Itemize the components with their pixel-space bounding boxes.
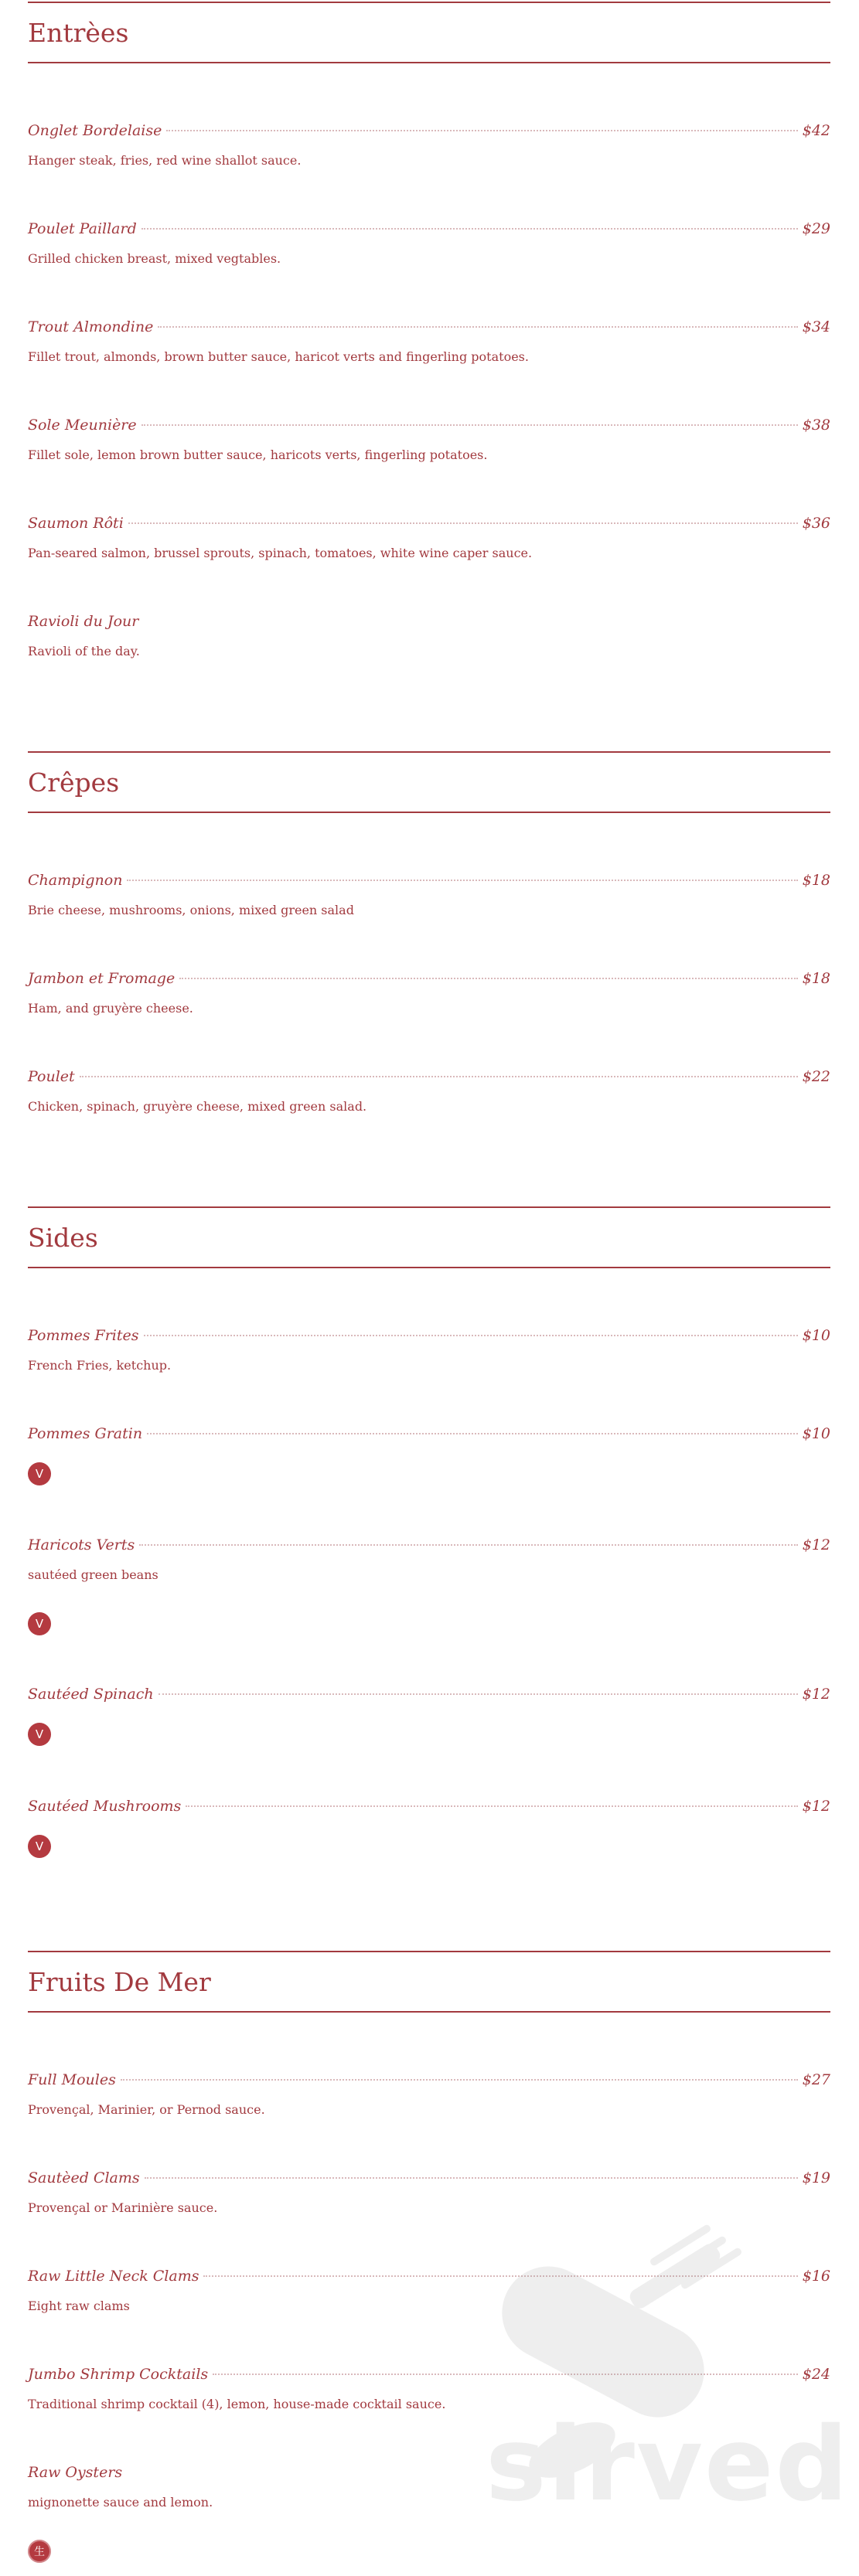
- item-description: Fillet trout, almonds, brown butter sauce, haricot verts and fingerling potatoes.: [28, 349, 529, 364]
- item-description: French Fries, ketchup.: [28, 1358, 172, 1373]
- item-name: Poulet: [28, 1068, 75, 1085]
- item-price: $42: [802, 122, 830, 139]
- section-header: [28, 753, 830, 813]
- item-name: Champignon: [28, 872, 123, 889]
- item-price: $29: [802, 220, 830, 237]
- dot-leader: [179, 978, 798, 979]
- dot-leader: [147, 1433, 798, 1434]
- section-sides: [28, 1206, 830, 1268]
- item-name: Ravioli du Jour: [28, 613, 139, 630]
- item-description: sautéed green beans: [28, 1567, 159, 1582]
- item-name: Jambon et Fromage: [28, 970, 176, 987]
- item-name: Jumbo Shrimp Cocktails: [28, 2366, 209, 2383]
- vegetarian-badge-icon: V: [28, 1462, 51, 1485]
- sirved-watermark: sirved: [486, 2405, 850, 2524]
- item-name: Haricots Verts: [28, 1536, 135, 1553]
- item-description: Provençal or Marinière sauce.: [28, 2200, 218, 2215]
- section-title: Fruits De Mer: [28, 1966, 211, 1997]
- item-price: $18: [802, 872, 830, 889]
- menu-item: [28, 2071, 830, 2117]
- vegetarian-badge-icon: V: [28, 1835, 51, 1858]
- item-name: Trout Almondine: [28, 318, 154, 335]
- dot-leader: [121, 2079, 798, 2081]
- item-price: $12: [802, 1536, 830, 1553]
- dot-leader: [128, 522, 798, 524]
- menu-item: [28, 1068, 830, 1114]
- item-description: Ravioli of the day.: [28, 644, 140, 658]
- item-description: Traditional shrimp cocktail (4), lemon, house-made cocktail sauce.: [28, 2397, 446, 2411]
- item-description: Provençal, Marinier, or Pernod sauce.: [28, 2102, 265, 2117]
- dot-leader: [141, 228, 798, 230]
- dot-leader: [139, 1544, 797, 1546]
- menu-item: [28, 318, 830, 364]
- item-price: $24: [802, 2366, 830, 2383]
- item-price: $27: [802, 2071, 830, 2088]
- section-entrees: [28, 2, 830, 63]
- menu-item: [28, 122, 830, 168]
- item-price: $36: [802, 515, 830, 532]
- menu-item: [28, 613, 830, 658]
- item-description: mignonette sauce and lemon.: [28, 2495, 213, 2510]
- item-description: Grilled chicken breast, mixed vegtables.: [28, 251, 281, 266]
- item-name: Raw Little Neck Clams: [28, 2268, 199, 2285]
- item-name: Sautèed Clams: [28, 2169, 140, 2186]
- dot-leader: [127, 880, 797, 881]
- section-crepes: [28, 751, 830, 813]
- item-description: Ham, and gruyère cheese.: [28, 1001, 193, 1016]
- item-name: Pommes Frites: [28, 1327, 139, 1344]
- menu-item: [28, 1798, 830, 1853]
- item-price: $12: [802, 1686, 830, 1703]
- item-price: $18: [802, 970, 830, 987]
- item-price: $34: [802, 318, 830, 335]
- item-name: Sautéed Mushrooms: [28, 1798, 182, 1815]
- item-name: Saumon Rôti: [28, 515, 124, 532]
- item-description: Pan-seared salmon, brussel sprouts, spinach, tomatoes, white wine caper sauce.: [28, 546, 533, 560]
- dot-leader: [158, 326, 797, 328]
- raw-badge-icon: 生: [28, 2540, 51, 2563]
- dot-leader: [186, 1805, 797, 1807]
- item-price: $12: [802, 1798, 830, 1815]
- dot-leader: [80, 1076, 798, 1077]
- dot-leader: [166, 130, 797, 131]
- section-header: [28, 1952, 830, 2013]
- vegetarian-badge-icon: V: [28, 1612, 51, 1635]
- menu-item: [28, 1536, 830, 1631]
- item-price: $19: [802, 2169, 830, 2186]
- item-description: Chicken, spinach, gruyère cheese, mixed green salad.: [28, 1099, 367, 1114]
- item-description: Hanger steak, fries, red wine shallot sauce.: [28, 153, 302, 168]
- menu-item: [28, 1686, 830, 1741]
- menu-item: [28, 872, 830, 917]
- section-fruits-de-mer: [28, 1951, 830, 2013]
- section-header: [28, 3, 830, 63]
- item-name: Sautéed Spinach: [28, 1686, 154, 1703]
- item-price: $38: [802, 417, 830, 434]
- item-description: Eight raw clams: [28, 2299, 130, 2313]
- menu-item: [28, 970, 830, 1016]
- dot-leader: [144, 1335, 798, 1336]
- section-title: Sides: [28, 1222, 98, 1253]
- item-name: Poulet Paillard: [28, 220, 137, 237]
- menu-item: [28, 515, 830, 560]
- dot-leader: [159, 1693, 798, 1695]
- item-price: $22: [802, 1068, 830, 1085]
- menu-item: [28, 1327, 830, 1373]
- item-price: $16: [802, 2268, 830, 2285]
- dot-leader: [145, 2177, 798, 2179]
- menu-item: [28, 417, 830, 462]
- item-name: Sole Meunière: [28, 417, 137, 434]
- item-name: Raw Oysters: [28, 2464, 123, 2481]
- item-price: $10: [802, 1327, 830, 1344]
- menu-item: [28, 1425, 830, 1481]
- dot-leader: [141, 424, 798, 426]
- vegetarian-badge-icon: V: [28, 1723, 51, 1746]
- section-title: Crêpes: [28, 767, 120, 798]
- section-title: Entrèes: [28, 17, 129, 48]
- section-header: [28, 1208, 830, 1268]
- item-description: Brie cheese, mushrooms, onions, mixed green salad: [28, 903, 354, 917]
- menu-item: [28, 220, 830, 266]
- item-name: Onglet Bordelaise: [28, 122, 162, 139]
- item-price: $10: [802, 1425, 830, 1442]
- item-name: Full Moules: [28, 2071, 116, 2088]
- item-name: Pommes Gratin: [28, 1425, 143, 1442]
- item-description: Fillet sole, lemon brown butter sauce, haricots verts, fingerling potatoes.: [28, 447, 488, 462]
